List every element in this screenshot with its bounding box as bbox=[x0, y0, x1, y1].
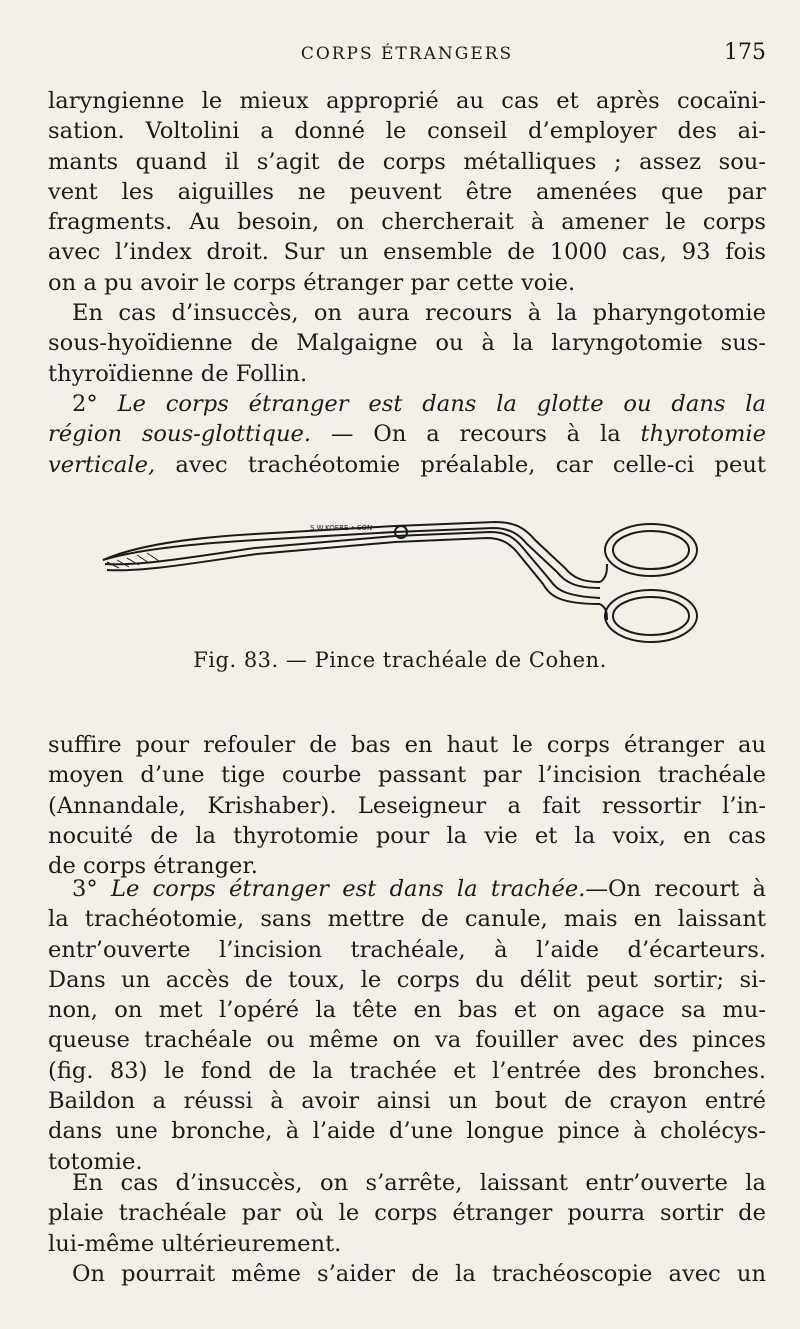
paragraph-2 bbox=[48, 298, 766, 389]
text-line: En cas d’insuccès, on s’arrête, laissant entr’ouverte la bbox=[72, 1170, 766, 1196]
text-line: plaie trachéale par où le corps étranger pourra sortir de bbox=[48, 1200, 766, 1227]
section-number: 3° bbox=[72, 876, 98, 902]
running-head: CORPS ÉTRANGERS bbox=[300, 44, 514, 64]
text-line: nocuité de la thyrotomie pour la vie et la voix, en cas bbox=[48, 822, 766, 849]
text-line bbox=[48, 874, 766, 904]
text-line: totomie. bbox=[48, 1148, 143, 1175]
paragraph-7 bbox=[48, 1259, 766, 1289]
text-line: queuse trachéale ou même on va fouiller avec des pinces bbox=[48, 1027, 766, 1054]
section-heading-cont: région sous-glottique. bbox=[48, 421, 312, 448]
section-heading: Le corps étranger est dans la glotte ou dans la bbox=[117, 391, 766, 417]
text-line: entr’ouverte l’incision trachéale, à l’aide d’écarteurs. bbox=[48, 936, 766, 963]
forceps-illustration bbox=[95, 508, 715, 648]
text-line: on a pu avoir le corps étranger par cette voie. bbox=[48, 269, 576, 296]
section-number: 2° bbox=[72, 391, 98, 417]
text-line: Dans un accès de toux, le corps du délit peut sortir; si- bbox=[48, 966, 766, 993]
text-line bbox=[48, 450, 766, 480]
text-line: lui-même ultérieurement. bbox=[48, 1230, 342, 1257]
text-line: fragments. Au besoin, on chercherait à amener le corps bbox=[48, 209, 766, 236]
emphasis: verticale, bbox=[48, 451, 156, 478]
text-line: avec l’index droit. Sur un ensemble de 1000 cas, 93 fois bbox=[48, 239, 766, 266]
paragraph-1 bbox=[48, 86, 766, 298]
section-heading: Le corps étranger est dans la trachée. bbox=[110, 876, 586, 902]
figure-caption bbox=[0, 648, 800, 672]
paragraph-4 bbox=[48, 730, 766, 881]
text-line bbox=[48, 389, 766, 419]
engraving-text: S.W.KOERE • SON bbox=[310, 524, 373, 532]
emphasis: thyrotomie bbox=[640, 421, 767, 448]
text-span: —On recourt à bbox=[585, 876, 766, 902]
paragraph-3 bbox=[48, 389, 766, 480]
text-line: de corps étranger. bbox=[48, 853, 258, 880]
page-number: 175 bbox=[724, 40, 766, 65]
paragraph-5 bbox=[48, 874, 766, 1177]
text-line: On pourrait même s’aider de la trachéoscopie avec un bbox=[72, 1261, 766, 1287]
text-line bbox=[48, 419, 766, 449]
text-line: laryngienne le mieux approprié au cas et après cocaïni- bbox=[48, 88, 766, 114]
text-line: dans une bronche, à l’aide d’une longue pince à cholécys- bbox=[48, 1118, 766, 1145]
paragraph-6 bbox=[48, 1168, 766, 1259]
text-line: (Annandale, Krishaber). Leseigneur a fait ressortir l’in- bbox=[48, 792, 766, 819]
text-line: sous-hyoïdienne de Malgaigne ou à la laryngotomie sus- bbox=[48, 330, 766, 357]
text-span: avec trachéotomie préalable, car celle-ci peut bbox=[155, 451, 766, 478]
text-line: En cas d’insuccès, on aura recours à la pharyngotomie bbox=[72, 300, 766, 326]
text-line: non, on met l’opéré la tête en bas et on agace sa mu- bbox=[48, 997, 766, 1024]
text-span: — On a recours à la bbox=[311, 421, 641, 448]
text-line: vent les aiguilles ne peuvent être amenées que par bbox=[48, 178, 766, 205]
text-line: mants quand il s’agit de corps métalliques ; assez sou- bbox=[48, 148, 766, 175]
text-line: moyen d’une tige courbe passant par l’incision trachéale bbox=[48, 762, 766, 789]
text-line: thyroïdienne de Follin. bbox=[48, 360, 308, 387]
caption-text: Fig. 83. — Pince trachéale de Cohen. bbox=[193, 648, 607, 672]
text-line: suffire pour refouler de bas en haut le corps étranger au bbox=[48, 732, 766, 758]
page-header bbox=[48, 40, 766, 70]
text-line: sation. Voltolini a donné le conseil d’employer des ai- bbox=[48, 118, 766, 145]
text-line: la trachéotomie, sans mettre de canule, mais en laissant bbox=[48, 906, 766, 933]
text-line: (fig. 83) le fond de la trachée et l’entrée des bronches. bbox=[48, 1057, 766, 1084]
text-line: Baildon a réussi à avoir ainsi un bout de crayon entré bbox=[48, 1088, 766, 1115]
figure-forceps bbox=[95, 508, 715, 648]
